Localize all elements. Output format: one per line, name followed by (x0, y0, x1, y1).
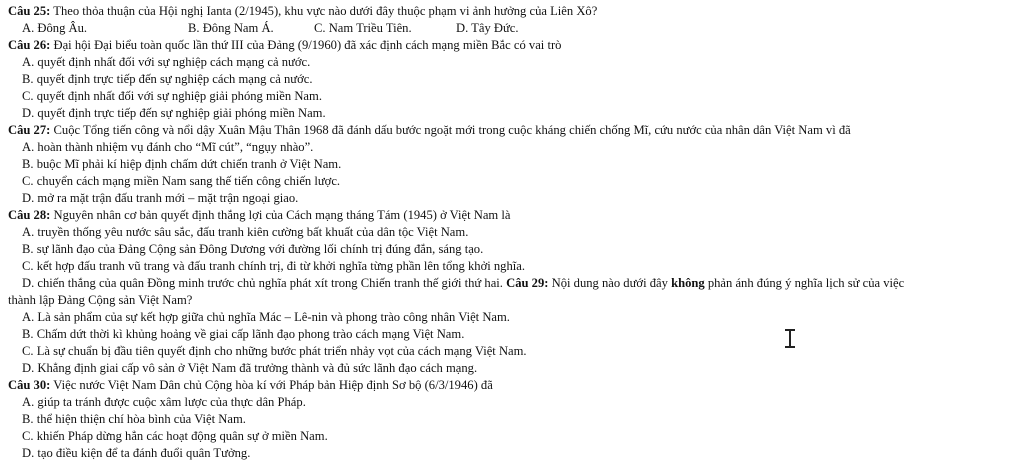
question-number: Câu 29: (506, 276, 549, 290)
text-cursor-icon (784, 329, 796, 349)
option-a: A. hoàn thành nhiệm vụ đánh cho “Mĩ cút”, “ngụy nhào”. (22, 140, 314, 154)
question-25-options (22, 20, 1018, 37)
option-d: D. chiến thắng của quân Đồng minh trước chủ nghĩa phát xít trong Chiến tranh thế giới thứ hai. (22, 276, 503, 290)
question-number: Câu 28: (8, 208, 51, 222)
question-text-tail: phản ánh đúng ý nghĩa lịch sử của việc (704, 276, 905, 290)
question-text-continued: thành lập Đảng Cộng sản Việt Nam? (8, 293, 193, 307)
question-number: Câu 25: (8, 4, 51, 18)
question-30-stem (8, 377, 1018, 394)
option-b: B. Chấm dứt thời kì khủng hoảng về giai cấp lãnh đạo phong trào cách mạng Việt Nam. (22, 327, 465, 341)
option-a: A. Là sản phẩm của sự kết hợp giữa chủ nghĩa Mác – Lê-nin và phong trào công nhân Việt Nam. (22, 310, 510, 324)
option-a: A. quyết định nhất đối với sự nghiệp cách mạng cả nước. (22, 55, 311, 69)
option-a: A. truyền thống yêu nước sâu sắc, đấu tranh kiên cường bất khuất của dân tộc Việt Nam. (22, 225, 469, 239)
question-number: Câu 26: (8, 38, 51, 52)
question-text: Việc nước Việt Nam Dân chủ Cộng hòa kí với Pháp bản Hiệp định Sơ bộ (6/3/1946) đã (50, 378, 493, 392)
option-a: A. Đông Âu. (22, 21, 88, 35)
option-a: A. giúp ta tránh được cuộc xâm lược của thực dân Pháp. (22, 395, 306, 409)
option-c: C. khiến Pháp dừng hẳn các hoạt động quân sự ở miền Nam. (22, 429, 328, 443)
option-d: D. Khẳng định giai cấp vô sản ở Việt Nam đã trưởng thành và đủ sức lãnh đạo cách mạng. (22, 361, 478, 375)
question-text: Cuộc Tổng tiến công và nổi dậy Xuân Mậu Thân 1968 đã đánh dấu bước ngoặt mới trong cuộc kháng chiến chống Mĩ, cứu nước của nhân dân Việt Nam vì đã (50, 123, 851, 137)
question-27-stem (8, 122, 1018, 139)
option-c: C. quyết định nhất đối với sự nghiệp giải phóng miền Nam. (22, 89, 322, 103)
option-d: D. tạo điều kiện để ta đánh đuổi quân Tưởng. (22, 446, 251, 460)
option-c: C. kết hợp đấu tranh vũ trang và đấu tranh chính trị, đi từ khởi nghĩa từng phần lên tổng khởi nghĩa. (22, 259, 526, 273)
question-text: Đại hội Đại biểu toàn quốc lần thứ III của Đảng (9/1960) đã xác định cách mạng miền Bắc có vai trò (50, 38, 562, 52)
question-26-stem (8, 37, 1018, 54)
option-b: B. sự lãnh đạo của Đảng Cộng sản Đông Dương với đường lối chính trị đúng đắn, sáng tạo. (22, 242, 484, 256)
option-c: C. Là sự chuẩn bị đầu tiên quyết định cho những bước phát triển nhảy vọt của cách mạng Việt Nam. (22, 344, 527, 358)
question-number: Câu 30: (8, 378, 51, 392)
option-b: B. buộc Mĩ phải kí hiệp định chấm dứt chiến tranh ở Việt Nam. (22, 157, 342, 171)
question-number: Câu 27: (8, 123, 51, 137)
question-25-stem (8, 3, 1018, 20)
option-d: D. mở ra mặt trận đấu tranh mới – mặt trận ngoại giao. (22, 191, 299, 205)
question-text: Nguyên nhân cơ bản quyết định thắng lợi của Cách mạng tháng Tám (1945) ở Việt Nam là (50, 208, 511, 222)
option-b: B. quyết định trực tiếp đến sự nghiệp cách mạng cả nước. (22, 72, 313, 86)
option-c: C. chuyển cách mạng miền Nam sang thế tiến công chiến lược. (22, 174, 341, 188)
option-c: C. Nam Triều Tiên. (314, 21, 412, 35)
question-28-stem (8, 207, 1018, 224)
question-text: Nội dung nào dưới đây (548, 276, 672, 290)
option-b: B. Đông Nam Á. (188, 21, 274, 35)
option-b: B. thể hiện thiện chí hòa bình của Việt Nam. (22, 412, 246, 426)
question-text: Theo thỏa thuận của Hội nghị Ianta (2/1945), khu vực nào dưới đây thuộc phạm vi ảnh hưởng của Liên Xô? (50, 4, 598, 18)
question-29-stem (22, 275, 1018, 292)
question-emphasis: không (671, 276, 705, 290)
option-d: D. Tây Đức. (456, 21, 519, 35)
option-d: D. quyết định trực tiếp đến sự nghiệp giải phóng miền Nam. (22, 106, 326, 120)
